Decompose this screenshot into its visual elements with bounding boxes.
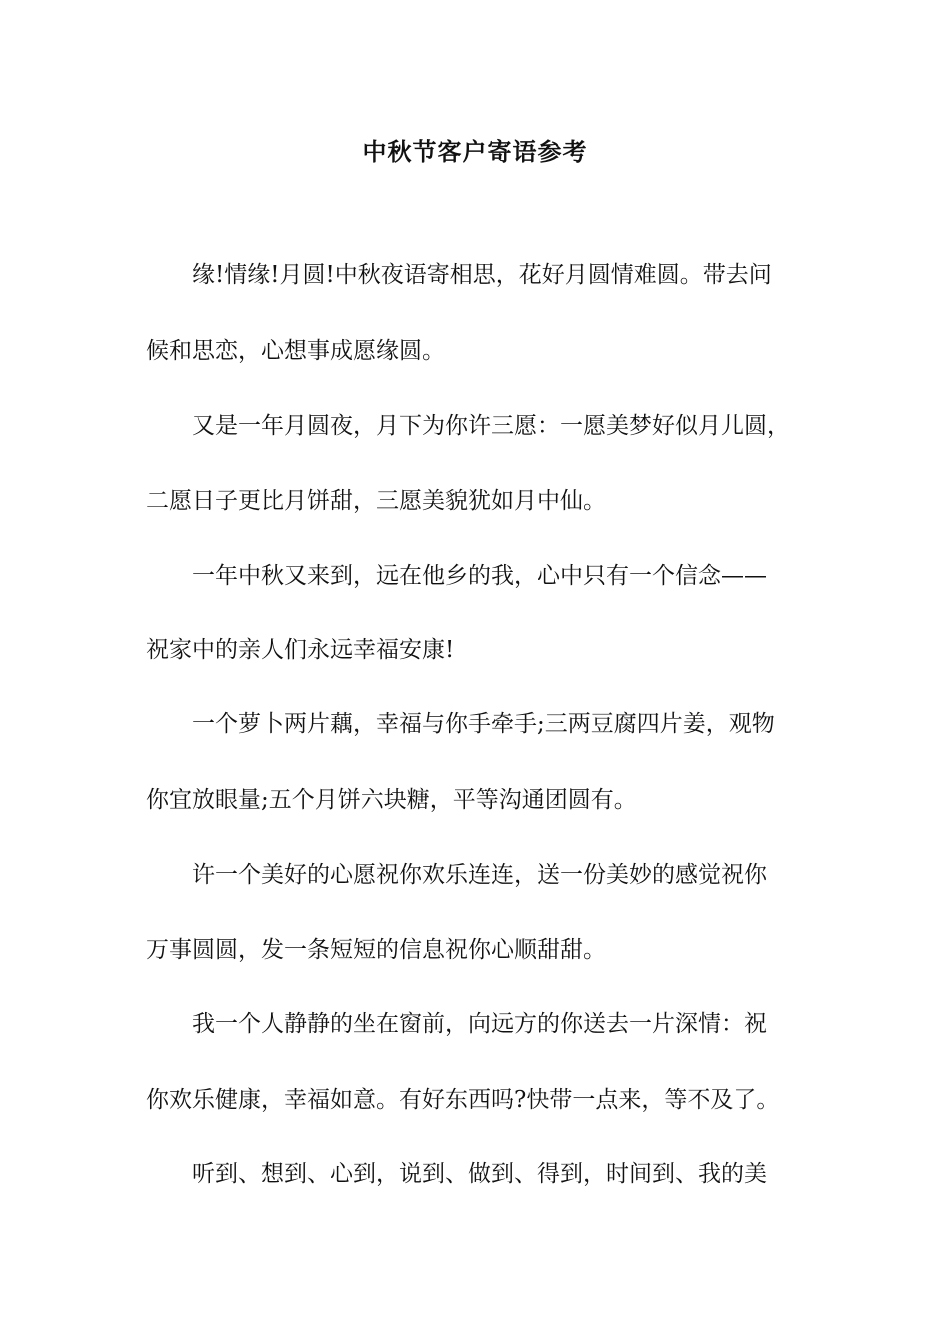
paragraph-line: 二愿日子更比月饼甜，三愿美貌犹如月中仙。 [146, 488, 606, 514]
paragraph-line: 万事圆圆，发一条短短的信息祝你心顺甜甜。 [146, 937, 606, 963]
document-title: 中秋节客户寄语参考 [362, 138, 588, 166]
paragraph-line: 祝家中的亲人们永远幸福安康! [146, 637, 455, 663]
paragraph-line: 一年中秋又来到，远在他乡的我，心中只有一个信念—— [192, 563, 767, 589]
paragraph-line: 我一个人静静的坐在窗前，向远方的你送去一片深情：祝 [192, 1011, 767, 1037]
paragraph-line: 你宜放眼量;五个月饼六块糖，平等沟通团圆有。 [146, 787, 637, 813]
paragraph-line: 候和思恋，心想事成愿缘圆。 [146, 338, 445, 364]
paragraph-line: 许一个美好的心愿祝你欢乐连连，送一份美妙的感觉祝你 [192, 862, 767, 888]
paragraph-line: 一个萝卜两片藕，幸福与你手牵手;三两豆腐四片姜，观物 [192, 711, 775, 737]
paragraph-line: 又是一年月圆夜，月下为你许三愿：一愿美梦好似月儿圆， [192, 413, 790, 439]
paragraph-line: 缘!情缘!月圆!中秋夜语寄相思，花好月圆情难圆。带去问 [192, 262, 772, 288]
paragraph-line: 你欢乐健康，幸福如意。有好东西吗?快带一点来，等不及了。 [146, 1087, 780, 1113]
paragraph-line: 听到、想到、心到，说到、做到、得到，时间到、我的美 [192, 1161, 767, 1187]
